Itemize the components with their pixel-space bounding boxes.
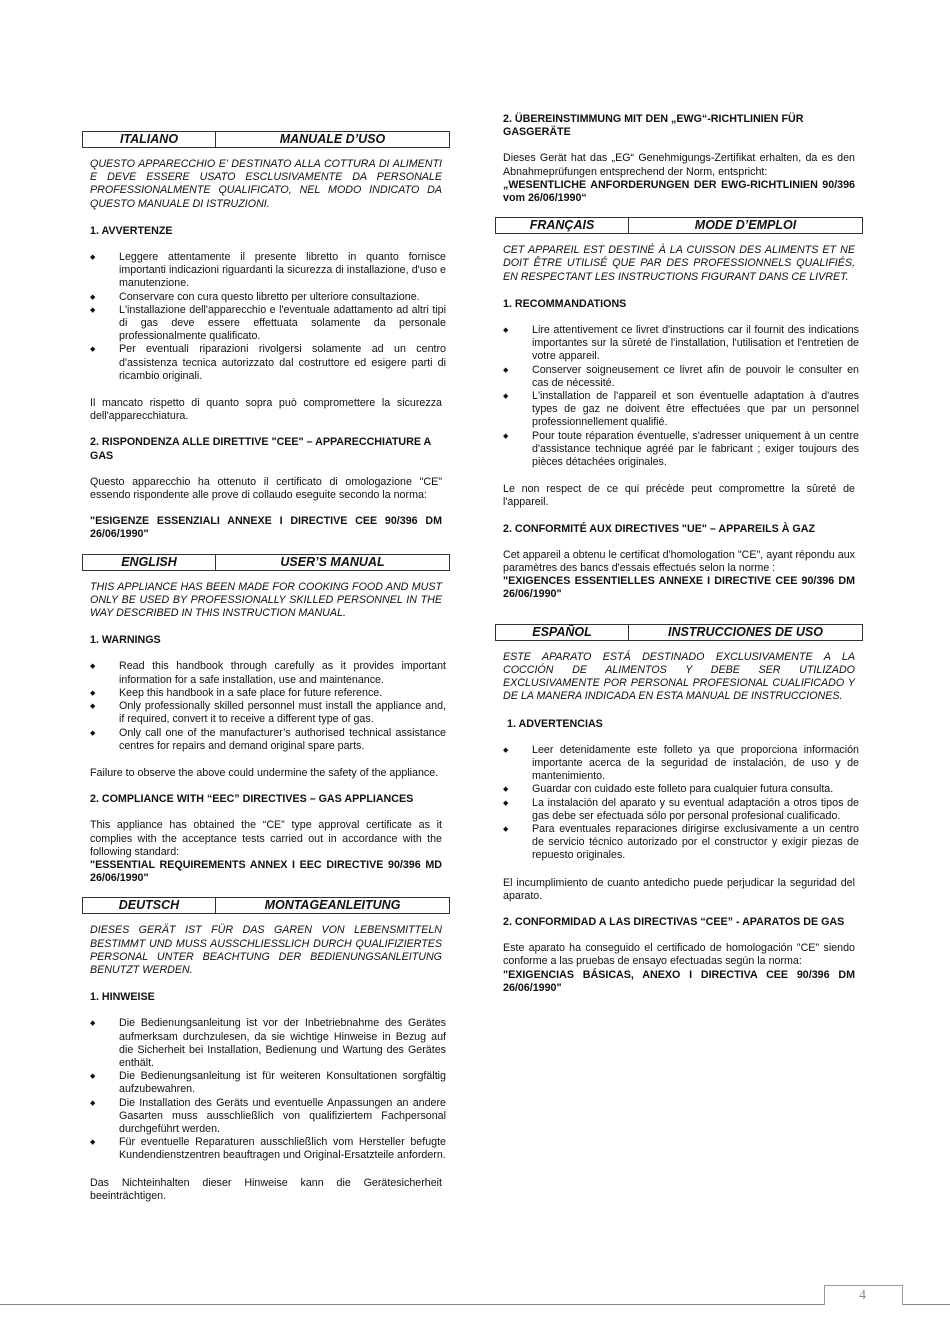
- deutsch-header: [82, 897, 450, 914]
- italiano-sec2: 2. RISPONDENZA ALLE DIRETTIVE "CEE" – APPARECCHIATURE A GAS: [90, 436, 431, 462]
- espanol-sec2: 2. CONFORMIDAD A LAS DIRECTIVAS “CEE” - APARATOS DE GAS: [503, 915, 845, 928]
- english-standard: "ESSENTIAL REQUIREMENTS ANNEX I EEC DIRECTIVE 90/396 MD 26/06/1990": [90, 858, 442, 885]
- francais-standard: "EXIGENCES ESSENTIELLES ANNEXE I DIRECTIVE CEE 90/396 DM 26/06/1990": [503, 575, 855, 601]
- francais-title: MODE D’EMPLOI: [694, 218, 797, 233]
- list-item: ◆ Conserver soigneusement ce livret afin de pouvoir le consulter en cas de nécessité.: [503, 364, 859, 390]
- italiano-header: [82, 131, 450, 148]
- list-item: ◆ Per eventuali riparazioni rivolgersi solamente ad un centro d'assistenza tecnica autorizzato dal costruttore ed esigere parti di ricambio originali.: [90, 343, 446, 383]
- footer-rule: [0, 1304, 950, 1305]
- list-item: ◆ Only call one of the manufacturer’s authorised technical assistance centres for repairs and demand original spare parts.: [90, 727, 446, 753]
- italiano-note: Il mancato rispetto di quanto sopra può compromettere la sicurezza dell'apparecchiatura.: [90, 397, 442, 423]
- espanol-title: INSTRUCCIONES DE USO: [668, 624, 823, 639]
- espanol-sec1: 1. ADVERTENCIAS: [507, 717, 603, 730]
- list-item: ◆ La instalación del aparato y su eventual adaptación a otros tipos de gas debe ser efectuada sólo por personal profesional cualificado.: [503, 797, 859, 823]
- italiano-sec1: 1. AVVERTENZE: [90, 224, 173, 237]
- italiano-cert: Questo apparecchio ha ottenuto il certificato di omologazione "CE" essendo rispondente alle prove di collaudo eseguite secondo la norma:: [90, 475, 442, 502]
- italiano-standard: "ESIGENZE ESSENZIALI ANNEXE I DIRECTIVE CEE 90/396 DM 26/06/1990": [90, 515, 442, 541]
- deutsch-sec2: 2. ÜBEREINSTIMMUNG MIT DEN „EWG“-RICHTLINIEN FÜR GASGERÄTE: [503, 113, 804, 139]
- list-item: ◆ Only professionally skilled personnel must install the appliance and, if required, convert it to receive a different type of gas.: [90, 700, 446, 726]
- list-item: ◆ Conservare con cura questo libretto per ulteriore consultazione.: [90, 291, 446, 304]
- list-item: ◆ Leggere attentamente il presente libretto in quanto fornisce importanti indicazioni riguardanti la sicurezza di installazione, d'uso e manutenzione.: [90, 251, 446, 291]
- right-column: [495, 113, 863, 1007]
- francais-lang: FRANÇAIS: [496, 218, 629, 233]
- deutsch-cert: Dieses Gerät hat das „EG“ Genehmigungs-Zertifikat erhalten, da es den Abnahmeprüfungen entsprechend der Norm, entspricht:: [503, 152, 855, 178]
- francais-header: [495, 217, 863, 234]
- deutsch-title: MONTAGEANLEITUNG: [264, 898, 401, 913]
- list-item: ◆ Die Installation des Geräts und eventuelle Anpassungen an andere Gasarten muss ausschließlich von qualifiziertem Fachpersonal durchgeführt werden.: [90, 1097, 446, 1137]
- list-item: ◆ Die Bedienungsanleitung ist vor der Inbetriebnahme des Gerätes aufmerksam durchzulesen, da sie wichtige Hinweise in Bezug auf die Sicherheit bei Installation, Bedienung und Wartung des Gerätes enthält.: [90, 1017, 446, 1070]
- francais-intro: CET APPAREIL EST DESTINÉ À LA CUISSON DES ALIMENTS ET NE DOIT ÊTRE UTILISÉ QUE PAR DES PROFESSIONNELS QUALIFIÉS, EN RESPECTANT LES INSTRUCTIONS FIGURANT DANS CE LIVRET.: [503, 244, 855, 283]
- deutsch-standard: „WESENTLICHE ANFORDERUNGEN DER EWG-RICHTLINIEN 90/396 vom 26/06/1990“: [503, 178, 855, 205]
- english-cert: This appliance has obtained the “CE” type approval certificate as it complies with the acceptance tests carried out in accordance with the following standard:: [90, 819, 442, 858]
- list-item: ◆ Leer detenidamente este folleto ya que proporciona información importante acerca de la seguridad de instalación, de uso y de mantenimiento.: [503, 744, 859, 784]
- list-item: ◆ Pour toute réparation éventuelle, s'adresser uniquement à un centre d'assistance technique agréé par le fabricant ; exiger toujours des pièces détachées originales.: [503, 430, 859, 470]
- espanol-lang: ESPAÑOL: [496, 625, 629, 640]
- list-item: ◆ L'installazione dell'apparecchio e l'eventuale adattamento ad altri tipi di gas deve essere effettuata solamente da personale professionalmente qualificato.: [90, 304, 446, 344]
- page-number: 4: [859, 1288, 866, 1303]
- list-item: ◆ Lire attentivement ce livret d'instructions car il fournit des indications importantes sur la sûreté de l'installation, l'utilisation et l'entretien de votre appareil.: [503, 324, 859, 364]
- english-lang: ENGLISH: [83, 555, 216, 570]
- list-item: ◆ Die Bedienungsanleitung ist für weiteren Konsultationen sorgfältig aufzubewahren.: [90, 1070, 446, 1096]
- deutsch-warnings: [90, 1017, 446, 1162]
- english-warnings: [90, 660, 446, 752]
- list-item: ◆ Guardar con cuidado este folleto para cualquier futura consulta.: [503, 783, 859, 796]
- list-item: ◆ Keep this handbook in a safe place for future reference.: [90, 687, 446, 700]
- francais-sec1: 1. RECOMMANDATIONS: [503, 297, 627, 310]
- deutsch-sec1: 1. HINWEISE: [90, 991, 155, 1004]
- english-note: Failure to observe the above could undermine the safety of the appliance.: [90, 766, 439, 779]
- italiano-warnings: [90, 251, 446, 383]
- espanol-intro: ESTE APARATO ESTÁ DESTINADO EXCLUSIVAMENTE A LA COCCIÓN DE ALIMENTOS Y DEBE SER UTILIZADO EXCLUSIVAMENTE POR PERSONAL PROFESIONAL CUALIFICADO Y DE LA MANERA INDICADA EN ESTA MANUAL DE INSTRUCCIONES.: [503, 650, 855, 703]
- deutsch-intro: DIESES GERÄT IST FÜR DAS GAREN VON LEBENSMITTELN BESTIMMT UND MUSS AUSSCHLIESSLICH DURCH QUALIFIZIERTES PERSONAL UNTER BEACHTUNG DER BEDIENUNGSANLEITUNG BENUTZT WERDEN.: [90, 924, 442, 976]
- espanol-header: [495, 624, 863, 641]
- deutsch-lang: DEUTSCH: [83, 898, 216, 913]
- english-header: [82, 554, 450, 571]
- list-item: ◆ Read this handbook through carefully as it provides important information for a safe installation, use and maintenance.: [90, 660, 446, 686]
- english-sec1: 1. WARNINGS: [90, 634, 161, 647]
- list-item: ◆ Para eventuales reparaciones dirigirse exclusivamente a un centro de servicio técnico autorizado por el constructor y exigir piezas de repuesto originales.: [503, 823, 859, 863]
- english-intro: THIS APPLIANCE HAS BEEN MADE FOR COOKING FOOD AND MUST ONLY BE USED BY PROFESSIONALLY SKILLED PERSONNEL IN THE WAY DESCRIBED IN THIS INSTRUCTION MANUAL.: [90, 580, 442, 620]
- list-item: ◆ Für eventuelle Reparaturen ausschließlich vom Hersteller befugte Kundendienstzentren beauftragen und Original-Ersatzteile anfordern.: [90, 1136, 446, 1162]
- italiano-intro: QUESTO APPARECCHIO E’ DESTINATO ALLA COTTURA DI ALIMENTI E DEVE ESSERE USATO ESCLUSIVAMENTE DA PERSONALE PROFESSIONALMENTE QUALIFICATO, NEL MODO INDICATO DA QUESTO MANUALE DI ISTRUZIONI.: [90, 158, 442, 210]
- espanol-warnings: [503, 744, 859, 863]
- espanol-cert: Este aparato ha conseguido el certificado de homologación "CE" siendo conforme a las pruebas de ensayo efectuadas según la norma:: [503, 942, 855, 968]
- italiano-lang: ITALIANO: [83, 132, 216, 147]
- italiano-title: MANUALE D’USO: [279, 132, 386, 146]
- francais-sec2: 2. CONFORMITÉ AUX DIRECTIVES "UE" – APPAREILS À GAZ: [503, 522, 815, 535]
- francais-note: Le non respect de ce qui précède peut compromettre la sûreté de l'appareil.: [503, 483, 855, 509]
- english-sec2: 2. COMPLIANCE WITH “EEC” DIRECTIVES – GAS APPLIANCES: [90, 793, 414, 806]
- list-item: ◆ L'installation de l'appareil et son éventuelle adaptation à d'autres types de gaz ne doivent être effectuées que par un personnel professionnellement qualifié.: [503, 390, 859, 430]
- espanol-note: El incumplimiento de cuanto antedicho puede perjudicar la seguridad del aparato.: [503, 876, 855, 902]
- francais-cert: Cet appareil a obtenu le certificat d'homologation "CE", ayant répondu aux paramètres des bancs d'essais effectués selon la norme :: [503, 548, 855, 575]
- espanol-standard: "EXIGENCIAS BÁSICAS, ANEXO I DIRECTIVA CEE 90/396 DM 26/06/1990": [503, 968, 855, 994]
- francais-warnings: [503, 324, 859, 469]
- left-column: [82, 131, 450, 1216]
- deutsch-note: Das Nichteinhalten dieser Hinweise kann die Gerätesicherheit beeinträchtigen.: [90, 1176, 442, 1202]
- english-title: USER’S MANUAL: [280, 554, 385, 569]
